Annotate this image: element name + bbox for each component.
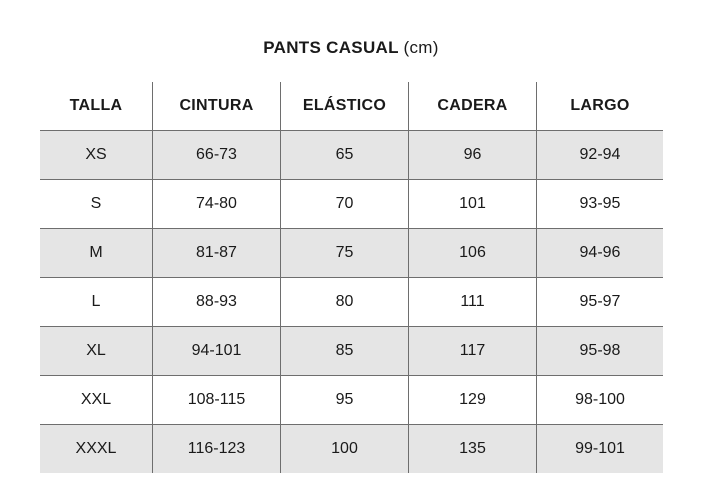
- cell-largo: 92-94: [579, 146, 621, 163]
- cell-cadera: 129: [409, 376, 537, 424]
- title-unit: (cm): [403, 38, 439, 57]
- cell-cintura: 88-93: [153, 278, 281, 326]
- cell-cadera: 111: [409, 278, 537, 326]
- cell-cadera: 117: [409, 327, 537, 375]
- header-talla: TALLA: [40, 82, 153, 130]
- table-row: [40, 131, 663, 180]
- title-main: PANTS CASUAL: [263, 38, 399, 57]
- cell-elastico: 100: [281, 425, 409, 473]
- cell-cintura: 116-123: [153, 425, 281, 473]
- cell-largo: 98-100: [575, 391, 625, 408]
- cell-largo: 93-95: [579, 195, 621, 212]
- table-row: [40, 278, 663, 327]
- header-largo: LARGO: [570, 97, 630, 114]
- cell-elastico: 65: [281, 131, 409, 179]
- cell-elastico: 80: [281, 278, 409, 326]
- header-cintura: CINTURA: [153, 82, 281, 130]
- table-row: [40, 376, 663, 425]
- cell-cadera: 135: [409, 425, 537, 473]
- cell-elastico: 85: [281, 327, 409, 375]
- cell-cintura: 66-73: [153, 131, 281, 179]
- cell-elastico: 75: [281, 229, 409, 277]
- header-cadera: CADERA: [409, 82, 537, 130]
- chart-title: [0, 38, 702, 58]
- cell-talla: XXXL: [40, 425, 153, 473]
- cell-cintura: 81-87: [153, 229, 281, 277]
- cell-cadera: 101: [409, 180, 537, 228]
- cell-cintura: 74-80: [153, 180, 281, 228]
- cell-talla: S: [40, 180, 153, 228]
- cell-talla: L: [40, 278, 153, 326]
- cell-cintura: 94-101: [153, 327, 281, 375]
- table-row: [40, 327, 663, 376]
- cell-talla: XXL: [40, 376, 153, 424]
- table-row: [40, 180, 663, 229]
- cell-largo: 95-97: [579, 293, 621, 310]
- table-row: [40, 229, 663, 278]
- cell-cintura: 108-115: [153, 376, 281, 424]
- cell-talla: XS: [40, 131, 153, 179]
- cell-largo: 95-98: [579, 342, 621, 359]
- table-header-row: [40, 82, 663, 131]
- cell-elastico: 95: [281, 376, 409, 424]
- cell-largo: 94-96: [579, 244, 621, 261]
- cell-cadera: 106: [409, 229, 537, 277]
- header-elastico: ELÁSTICO: [281, 82, 409, 130]
- cell-talla: XL: [40, 327, 153, 375]
- cell-largo: 99-101: [575, 440, 625, 457]
- cell-elastico: 70: [281, 180, 409, 228]
- size-table: [40, 82, 663, 473]
- table-row: [40, 425, 663, 473]
- cell-talla: M: [40, 229, 153, 277]
- cell-cadera: 96: [409, 131, 537, 179]
